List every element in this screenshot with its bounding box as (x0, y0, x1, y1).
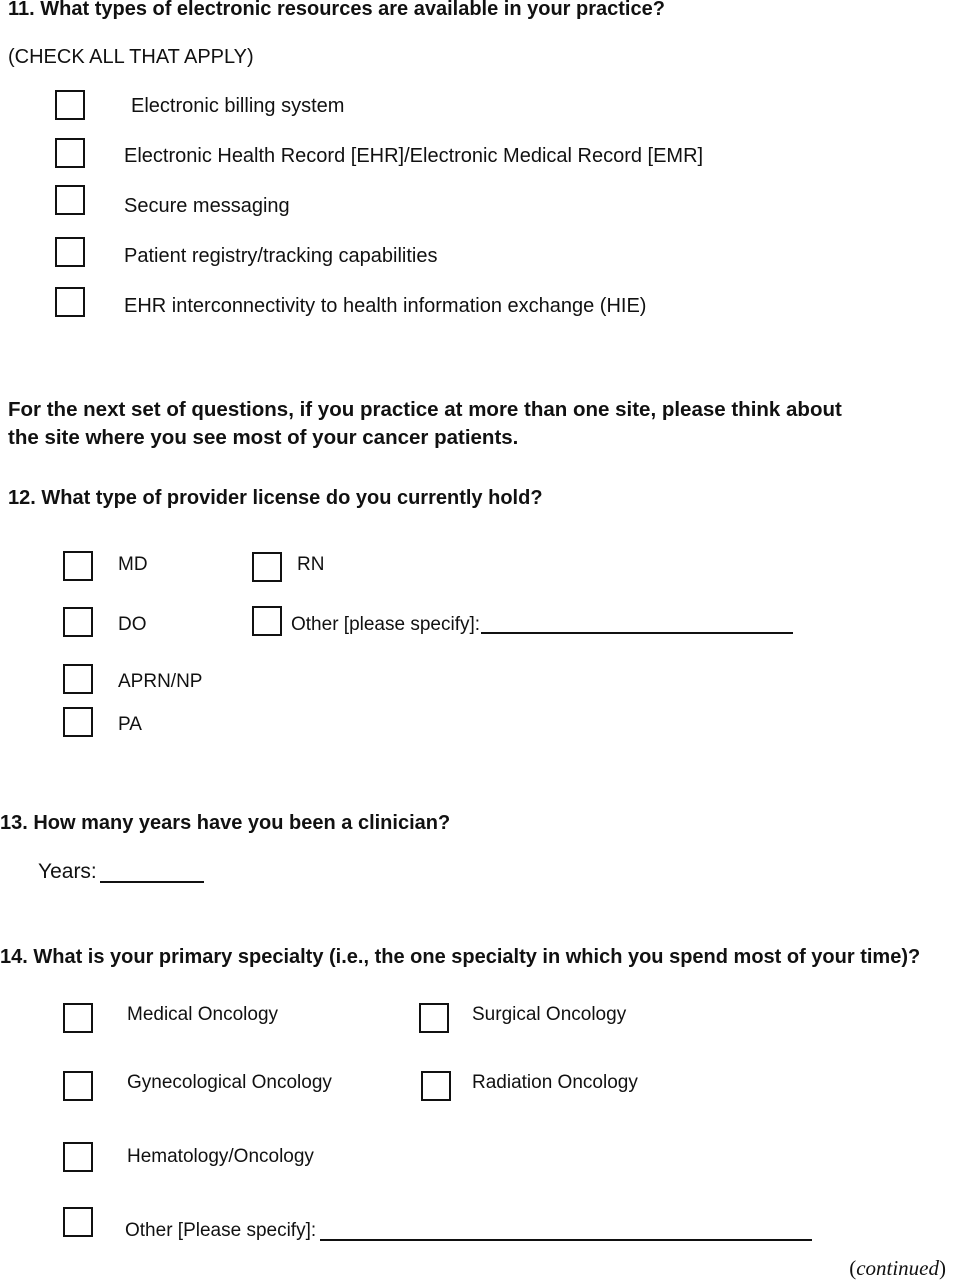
option-pa: PA (118, 714, 142, 735)
option-ehr-interconnectivity: EHR interconnectivity to health information exchange (HIE) (124, 295, 647, 317)
option-patient-registry: Patient registry/tracking capabilities (124, 245, 438, 267)
option-secure-messaging: Secure messaging (124, 195, 290, 217)
checkbox-other-license[interactable] (252, 606, 282, 636)
checkbox-patient-registry[interactable] (55, 237, 85, 267)
option-other-specialty: Other [Please specify]: (125, 1220, 317, 1241)
checkbox-medical-oncology[interactable] (63, 1003, 93, 1033)
option-medical-oncology: Medical Oncology (127, 1004, 279, 1025)
question-14-title: 14. What is your primary specialty (i.e., the one specialty in which you spend most of your time)? (0, 946, 921, 968)
option-rn: RN (297, 554, 325, 575)
other-license-write-in-line[interactable] (481, 632, 793, 634)
checkbox-secure-messaging[interactable] (55, 185, 85, 215)
site-note-line-1: For the next set of questions, if you practice at more than one site, please think about (8, 398, 842, 421)
continued-note: (continued) (849, 1256, 946, 1280)
question-13-title: 13. How many years have you been a clinician? (0, 812, 451, 834)
checkbox-do[interactable] (63, 607, 93, 637)
option-electronic-billing: Electronic billing system (131, 95, 345, 117)
checkbox-gynecological-oncology[interactable] (63, 1071, 93, 1101)
option-hematology-oncology: Hematology/Oncology (127, 1146, 314, 1167)
checkbox-md[interactable] (63, 551, 93, 581)
question-12-title: 12. What type of provider license do you currently hold? (8, 487, 543, 509)
checkbox-other-specialty[interactable] (63, 1207, 93, 1237)
checkbox-surgical-oncology[interactable] (419, 1003, 449, 1033)
question-11-instruction: (CHECK ALL THAT APPLY) (8, 46, 254, 68)
years-label: Years: (38, 860, 97, 883)
question-11-title: 11. What types of electronic resources are available in your practice? (8, 0, 665, 20)
other-specialty-write-in-line[interactable] (320, 1239, 812, 1241)
checkbox-aprn-np[interactable] (63, 664, 93, 694)
option-radiation-oncology: Radiation Oncology (472, 1072, 638, 1093)
continued-label: continued (856, 1256, 939, 1280)
years-write-in-line[interactable] (100, 881, 204, 883)
site-note-line-2: the site where you see most of your cancer patients. (8, 426, 519, 449)
option-md: MD (118, 554, 148, 575)
option-gynecological-oncology: Gynecological Oncology (127, 1072, 332, 1093)
checkbox-electronic-billing[interactable] (55, 90, 85, 120)
option-aprn-np: APRN/NP (118, 671, 203, 692)
checkbox-radiation-oncology[interactable] (421, 1071, 451, 1101)
checkbox-pa[interactable] (63, 707, 93, 737)
option-surgical-oncology: Surgical Oncology (472, 1004, 627, 1025)
checkbox-ehr-emr[interactable] (55, 138, 85, 168)
checkbox-ehr-interconnectivity[interactable] (55, 287, 85, 317)
option-other-license: Other [please specify]: (291, 614, 481, 635)
checkbox-hematology-oncology[interactable] (63, 1142, 93, 1172)
option-ehr-emr: Electronic Health Record [EHR]/Electronic Medical Record [EMR] (124, 145, 704, 167)
checkbox-rn[interactable] (252, 552, 282, 582)
option-do: DO (118, 614, 147, 635)
